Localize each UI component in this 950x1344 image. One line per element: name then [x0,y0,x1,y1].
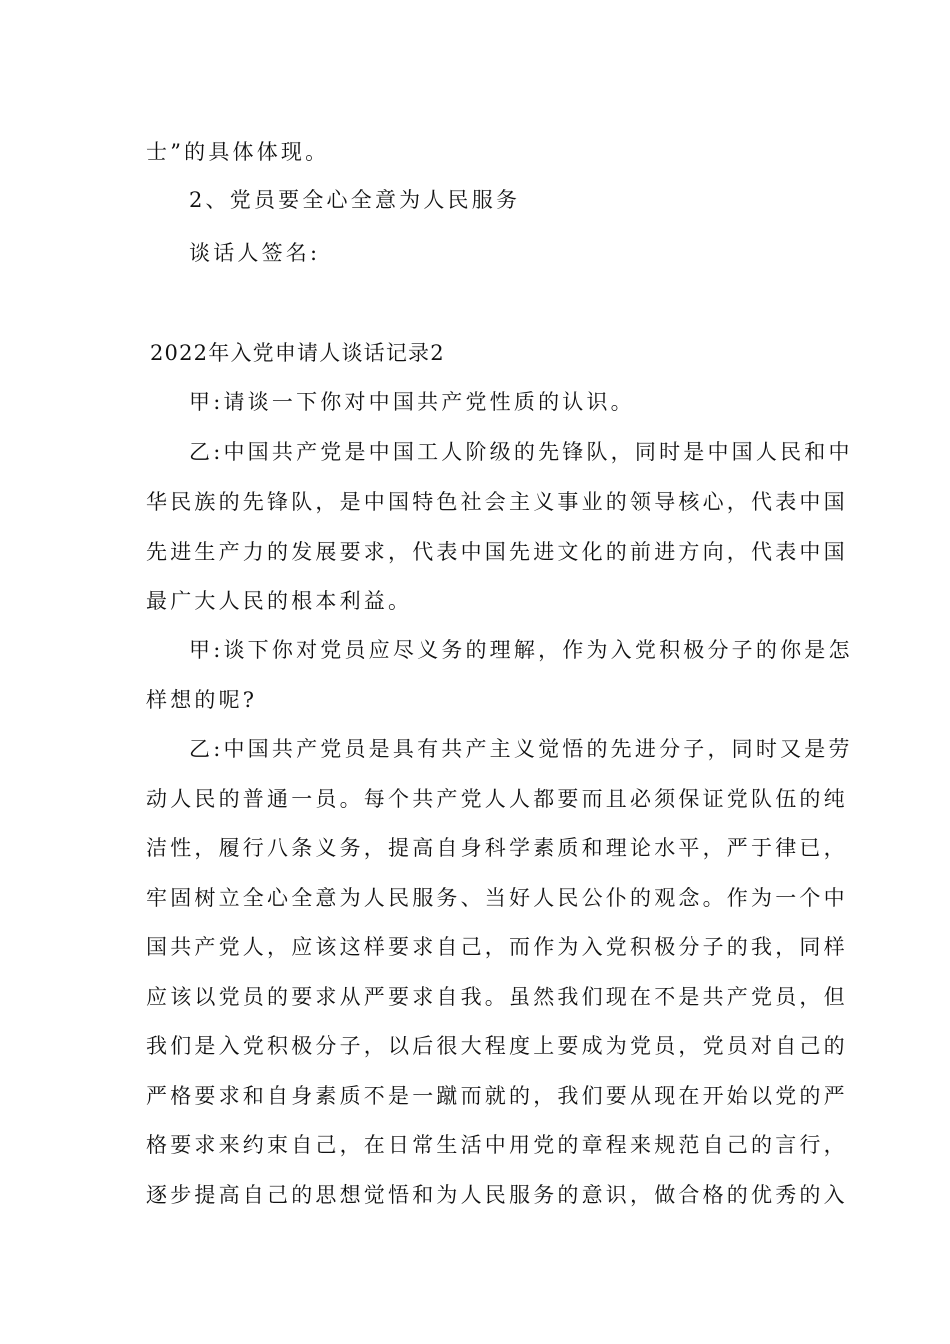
section-heading: 2、党员要全心全意为人民服务 [189,188,521,212]
signature-label: 谈话人签名: [189,241,321,265]
question-line: 甲:谈下你对党员应尽义务的理解，作为入党积极分子的你是怎 [189,638,853,662]
paragraph-line: 逐步提高自己的思想觉悟和为人民服务的意识，做合格的优秀的入 [146,1183,848,1207]
question-line: 甲:请谈一下你对中国共产党性质的认识。 [189,390,635,414]
paragraph-line: 先进生产力的发展要求，代表中国先进文化的前进方向，代表中国 [146,540,848,564]
paragraph-line: 华民族的先锋队，是中国特色社会主义事业的领导核心，代表中国 [146,490,848,514]
paragraph-line: 最广大人民的根本利益。 [146,589,413,613]
answer-line: 乙:中国共产党是中国工人阶级的先锋队，同时是中国人民和中 [189,440,853,464]
paragraph-line: 格要求来约束自己，在日常生活中用党的章程来规范自己的言行， [146,1133,848,1157]
answer-line: 乙:中国共产党员是具有共产主义觉悟的先进分子，同时又是劳 [189,737,853,761]
paragraph-line: 应该以党员的要求从严要求自我。虽然我们现在不是共产党员，但 [146,985,848,1009]
paragraph-line: 洁性，履行八条义务，提高自身科学素质和理论水平，严于律已， [146,836,848,860]
paragraph-line: 士”的具体体现。 [146,140,330,164]
paragraph-line: 严格要求和自身素质不是一蹴而就的，我们要从现在开始以党的严 [146,1084,848,1108]
paragraph-line: 样想的呢? [146,688,258,712]
paragraph-line: 牢固树立全心全意为人民服务、当好人民公仆的观念。作为一个中 [146,886,848,910]
paragraph-line: 我们是入党积极分子，以后很大程度上要成为党员，党员对自己的 [146,1034,848,1058]
record-title: 2022年入党申请人谈话记录2 [150,341,445,365]
paragraph-line: 动人民的普通一员。每个共产党人人都要而且必须保证党队伍的纯 [146,787,848,811]
paragraph-line: 国共产党人，应该这样要求自己，而作为入党积极分子的我，同样 [146,935,848,959]
